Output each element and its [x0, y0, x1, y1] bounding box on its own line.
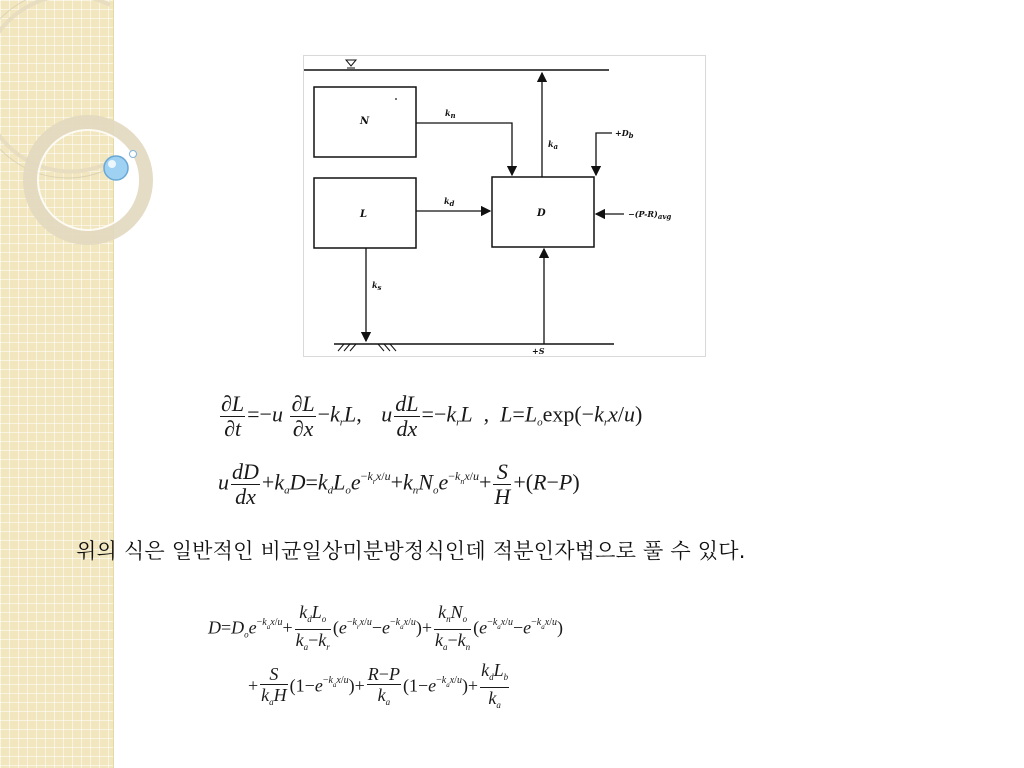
water-level-icon	[346, 60, 356, 70]
block-diagram	[303, 55, 706, 357]
svg-text:−(P-R)avg: −(P-R)avg	[628, 209, 672, 221]
label-kn: k	[445, 108, 451, 118]
label-Db: +D	[615, 128, 629, 138]
arrow-Db	[596, 133, 612, 175]
solution-line-1: $D=D_oe^{-k_ax/u}+$ $\frac{k_dL_o}{k_a-k_r}$ $(e^{-k_rx/u}-e^{-k_ax/u})+$ $\frac{k_nN_o}{k_a-k_n}$ $(e^{-k_ax/u}-e^{-k_ax/u})$	[208, 602, 563, 657]
label-S: +S	[532, 346, 545, 356]
large-ring	[0, 0, 110, 172]
svg-text:ka: ka	[548, 139, 559, 151]
small-ring	[30, 122, 146, 238]
small-ring-inner	[38, 130, 138, 230]
label-PR: −(P-R)	[628, 209, 658, 219]
sediment-hatch-icon	[338, 344, 396, 351]
bubble-large	[104, 156, 128, 180]
label-N: N	[360, 116, 370, 127]
svg-text:kn: kn	[445, 108, 456, 120]
svg-text:ks: ks	[372, 280, 382, 292]
solution-line-2: + $\frac{S}{k_aH}$ $(1-e^{-k_ax/u})+$ $\frac{R-P}{k_a}$ $(1-e^{-k_ax/u})+$ $\frac{k_dL_b}{k_a}$	[248, 660, 511, 715]
bubble-small	[130, 151, 137, 158]
decorative-rings	[0, 0, 200, 260]
equation-line-2: u $\frac{dD}{dx}$ $+k_aD=k_dL_oe^{-k_rx/u}+k_nN_oe^{-k_nx/u}+$ $\frac{S}{H}$ +(R−P)	[218, 459, 580, 509]
label-L: L	[360, 209, 368, 220]
label-ks: k	[372, 280, 378, 290]
svg-text:kd: kd	[444, 196, 455, 208]
svg-text:+Db: +Db	[615, 128, 634, 140]
body-text: 위의 식은 일반적인 비균일상미분방정식인데 적분인자법으로 풀 수 있다.	[76, 539, 746, 563]
label-kd: k	[444, 196, 450, 206]
label-ka: k	[548, 139, 554, 149]
bubble-large-highlight	[108, 160, 116, 168]
arrow-kn	[416, 123, 512, 175]
equation-line-1: $\frac{\partial L}{\partial t}$ =−u $\frac{\partial L}{\partial x}$ $-k_rL$, u $\frac{dL}{dx}$ $=-k_rL$ , $L=L_o\exp(-k_rx/u)$	[221, 391, 643, 441]
label-D: D	[537, 208, 546, 219]
